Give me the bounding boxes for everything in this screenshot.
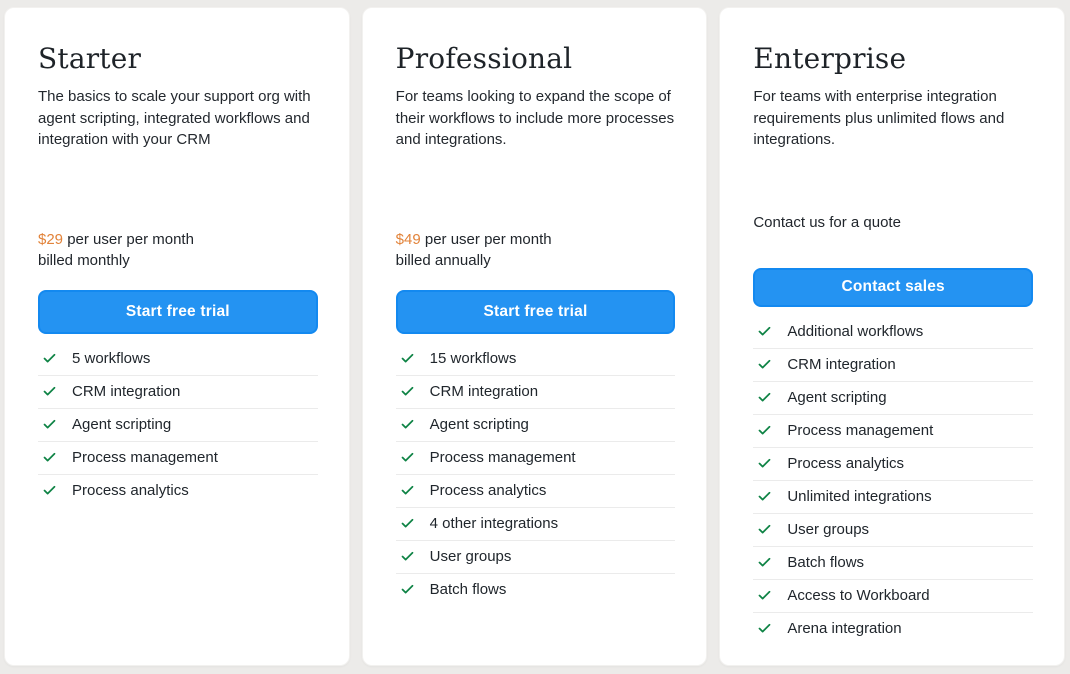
check-icon bbox=[757, 456, 772, 471]
price-unit: per user per month bbox=[420, 231, 552, 248]
check-icon bbox=[757, 555, 772, 570]
feature-row bbox=[753, 580, 1033, 613]
check-icon bbox=[400, 450, 415, 465]
check-icon bbox=[757, 588, 772, 603]
contact-sales-button[interactable]: Contact sales bbox=[753, 268, 1033, 307]
check-icon bbox=[42, 351, 57, 366]
feature-row bbox=[753, 349, 1033, 382]
check-icon bbox=[400, 351, 415, 366]
feature-label: Additional workflows bbox=[787, 323, 924, 340]
feature-label: User groups bbox=[429, 548, 512, 565]
feature-label: CRM integration bbox=[429, 383, 539, 400]
feature-label: 5 workflows bbox=[72, 350, 151, 367]
feature-row bbox=[753, 514, 1033, 547]
check-icon bbox=[400, 549, 415, 564]
feature-label: Access to Workboard bbox=[787, 587, 930, 604]
feature-row bbox=[396, 574, 676, 606]
feature-row bbox=[753, 316, 1033, 349]
feature-row bbox=[38, 343, 318, 376]
plan-title: Enterprise bbox=[753, 42, 907, 75]
plan-description: For teams with enterprise integration requirements plus unlimited flows and integrations. bbox=[753, 88, 1005, 148]
plan-title: Starter bbox=[38, 42, 142, 75]
start-free-trial-button[interactable]: Start free trial bbox=[396, 290, 676, 334]
feature-row bbox=[38, 475, 318, 507]
plan-card-starter bbox=[4, 7, 350, 666]
feature-list bbox=[753, 316, 1033, 645]
check-icon bbox=[400, 582, 415, 597]
feature-label: Process management bbox=[72, 449, 218, 466]
price-line bbox=[38, 229, 318, 250]
check-icon bbox=[757, 357, 772, 372]
check-icon bbox=[757, 489, 772, 504]
price-block bbox=[38, 229, 318, 271]
feature-label: User groups bbox=[787, 521, 870, 538]
feature-label: Process analytics bbox=[72, 482, 189, 499]
check-icon bbox=[757, 522, 772, 537]
feature-row bbox=[396, 442, 676, 475]
price-block bbox=[396, 229, 676, 271]
feature-label: 15 workflows bbox=[429, 350, 517, 367]
feature-label: Agent scripting bbox=[787, 389, 887, 406]
feature-label: Agent scripting bbox=[72, 416, 172, 433]
feature-label: Process management bbox=[787, 422, 934, 439]
check-icon bbox=[400, 417, 415, 432]
feature-row bbox=[753, 547, 1033, 580]
plan-card-enterprise bbox=[719, 7, 1065, 666]
feature-label: Process management bbox=[429, 449, 576, 466]
feature-label: Batch flows bbox=[429, 581, 507, 598]
feature-row bbox=[753, 382, 1033, 415]
check-icon bbox=[400, 384, 415, 399]
billing-cycle: billed annually bbox=[395, 252, 491, 269]
check-icon bbox=[757, 423, 772, 438]
feature-row bbox=[396, 475, 676, 508]
plan-description: For teams looking to expand the scope of their workflows to include more processes and integrations. bbox=[395, 88, 675, 148]
check-icon bbox=[42, 384, 57, 399]
feature-row bbox=[38, 376, 318, 409]
price-unit: per user per month bbox=[63, 231, 194, 248]
feature-row bbox=[38, 409, 318, 442]
feature-row bbox=[396, 508, 676, 541]
billing-cycle: billed monthly bbox=[38, 252, 130, 269]
price-block bbox=[753, 212, 1033, 249]
start-free-trial-button[interactable]: Start free trial bbox=[38, 290, 318, 334]
feature-list bbox=[396, 343, 676, 606]
check-icon bbox=[42, 483, 57, 498]
feature-row bbox=[753, 415, 1033, 448]
feature-label: 4 other integrations bbox=[429, 515, 559, 532]
feature-label: Arena integration bbox=[787, 620, 902, 637]
price-line bbox=[396, 229, 676, 250]
feature-row bbox=[38, 442, 318, 475]
check-icon bbox=[42, 417, 57, 432]
check-icon bbox=[42, 450, 57, 465]
feature-label: Process analytics bbox=[429, 482, 547, 499]
check-icon bbox=[757, 390, 772, 405]
price-amount: $49 bbox=[395, 231, 421, 248]
feature-row bbox=[753, 613, 1033, 645]
plan-card-professional bbox=[362, 7, 708, 666]
price-line bbox=[753, 212, 1033, 233]
feature-row bbox=[396, 376, 676, 409]
price-amount: $29 bbox=[38, 231, 64, 248]
feature-row bbox=[753, 448, 1033, 481]
feature-label: Process analytics bbox=[787, 455, 905, 472]
feature-row bbox=[396, 409, 676, 442]
feature-list bbox=[38, 343, 318, 507]
feature-label: Batch flows bbox=[787, 554, 865, 571]
plan-title: Professional bbox=[395, 42, 573, 75]
check-icon bbox=[757, 324, 772, 339]
check-icon bbox=[757, 621, 772, 636]
check-icon bbox=[400, 516, 415, 531]
check-icon bbox=[400, 483, 415, 498]
feature-label: CRM integration bbox=[72, 383, 181, 400]
feature-label: CRM integration bbox=[787, 356, 896, 373]
feature-label: Agent scripting bbox=[429, 416, 529, 433]
plan-description: The basics to scale your support org with agent scripting, integrated workflows and integration with your CRM bbox=[38, 88, 311, 148]
feature-label: Unlimited integrations bbox=[787, 488, 932, 505]
feature-row bbox=[396, 541, 676, 574]
feature-row bbox=[753, 481, 1033, 514]
feature-row bbox=[396, 343, 676, 376]
price-unit: Contact us for a quote bbox=[753, 214, 901, 232]
